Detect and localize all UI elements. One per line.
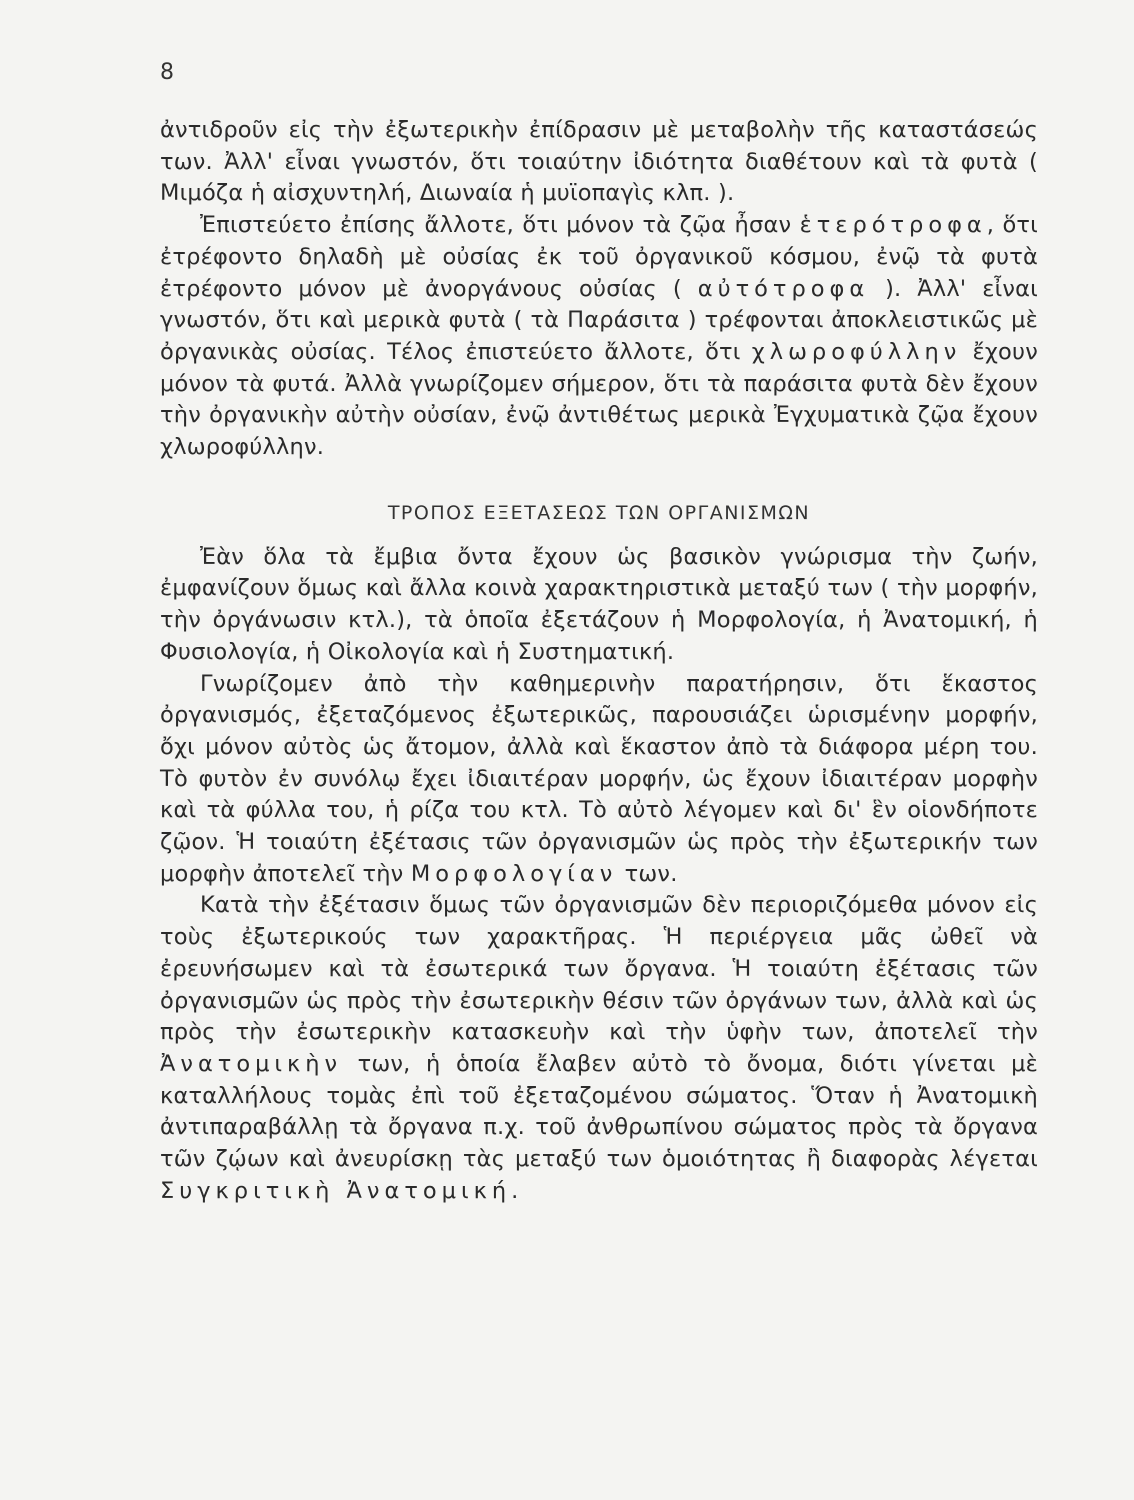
section-heading: ΤΡΟΠΟΣ ΕΞΕΤΑΣΕΩΣ ΤΩΝ ΟΡΓΑΝΙΣΜΩΝ — [387, 501, 811, 524]
text-segment: Κατὰ τὴν ἐξέτασιν ὅμως τῶν ὀργανισμῶν δὲν περιοριζόμεθα μόνον εἰς τοὺς ἐξωτερικούς των χαρακτῆρας. Ἡ περιέργεια μᾶς ὠθεῖ νὰ ἐρευνήσωμεν καὶ τὰ ἐσωτερικά των ὄργανα. Ἡ τοιαύτη ἐξέτασις τῶν ὀργανισμῶν ὡς πρὸς τὴν ἐσωτερικὴν θέσιν τῶν ὀργάνων των, ἀλλὰ καὶ ὡς πρὸς τὴν ἐσωτερικὴν κατασκευὴν καὶ τὴν ὑφὴν των, ἀποτελεῖ τὴν — [160, 892, 1038, 1046]
spaced-term: Μορφολογίαν — [410, 860, 618, 887]
text-segment: Γνωρίζομεν ἀπὸ τὴν καθημερινὴν παρατήρησιν, ὅτι ἕκαστος ὀργανισμός, ἐξεταζόμενος ἐξωτερικῶς, παρουσιάζει ὡρισμένην μορφήν, ὄχι μόνον αὐτὸς ὡς ἄτομον, ἀλλὰ καὶ ἕκαστον ἀπὸ τὰ διάφορα μέρη του. Τὸ φυτὸν ἐν συνόλῳ ἔχει ἰδιαιτέραν μορφήν, ὡς ἔχουν ἰδιαιτέραν μορφὴν καὶ τὰ φύλλα του, ἡ ρίζα του κτλ. Τὸ αὐτὸ λέγομεν καὶ δι' ἓν οἱονδήποτε ζῷον. Ἡ τοιαύτη ἐξέτασις τῶν ὀργανισμῶν ὡς πρὸς τὴν ἐξωτερικήν των μορφὴν ἀποτελεῖ τὴν — [160, 670, 1038, 887]
page-body — [160, 115, 1038, 1208]
text-segment: . — [511, 1177, 519, 1204]
text-segment: , ὅτι ἐτρέφοντο δηλαδὴ μὲ οὐσίας ἐκ τοῦ ὀργανικοῦ κόσμου, ἐνῷ τὰ φυτὰ ἐτρέφοντο μόνον μὲ ἀνοργάνους οὐσίας ( — [160, 212, 1038, 302]
spaced-term: ἑτερότροφα — [799, 212, 987, 239]
spaced-term: Συγκριτικὴ Ἀνατομική — [160, 1177, 512, 1204]
section-text — [160, 542, 1038, 1208]
text-segment: ). Ἀλλ' εἶναι γνωστόν, ὅτι καὶ μερικὰ φυτὰ ( τὰ Παράσιτα ) τρέφονται ἀποκλειστικῶς μὲ ὀργανικὰς οὐσίας. Τέλος ἐπιστεύετο ἄλλοτε, ὅτι — [160, 275, 1038, 365]
text-segment: των. — [617, 860, 678, 887]
spaced-term: χλωροφύλλην — [751, 338, 962, 365]
paragraph — [160, 542, 1038, 669]
spaced-term: αὐτότροφα — [697, 275, 870, 302]
page-number: 8 — [160, 60, 174, 85]
text-segment: ἔχουν μόνον τὰ φυτά. Ἀλλὰ γνωρίζομεν σήμερον, ὅτι τὰ παράσιτα φυτὰ δὲν ἔχουν τὴν ὀργανικὴν αὐτὴν οὐσίαν, ἐνῷ ἀντιθέτως μερικὰ Ἐγχυματικὰ ζῷα ἔχουν χλωροφύλλην. — [160, 338, 1038, 461]
text-segment: ἀντιδροῦν εἰς τὴν ἐξωτερικὴν ἐπίδρασιν μὲ μεταβολὴν τῆς καταστάσεώς των. Ἀλλ' εἶναι γνωστόν, ὅτι τοιαύτην ἰδιότητα διαθέτουν καὶ τὰ φυτὰ ( Μιμόζα ἡ αἰσχυντηλή, Διωναία ἡ μυϊοπαγὶς κλπ. ). — [160, 117, 1038, 207]
intro-text — [160, 115, 1038, 464]
paragraph-continued — [160, 115, 1038, 210]
text-segment: Ἐὰν ὅλα τὰ ἔμβια ὄντα ἔχουν ὡς βασικὸν γνώρισμα τὴν ζωήν, ἐμφανίζουν ὅμως καὶ ἄλλα κοινὰ χαρακτηριστικὰ μεταξύ των ( τὴν μορφήν, τὴν ὀργάνωσιν κτλ.), τὰ ὁποῖα ἐξετάζουν ἡ Μορφολογία, ἡ Ἀνατομική, ἡ Φυσιολογία, ἡ Οἰκολογία καὶ ἡ Συστηματική. — [160, 543, 1038, 665]
text-segment: Ἐπιστεύετο ἐπίσης ἄλλοτε, ὅτι μόνον τὰ ζῷα ἦσαν — [200, 212, 800, 239]
spaced-term: Ἀνατομικὴν — [160, 1050, 343, 1077]
paragraph — [160, 669, 1038, 891]
paragraph — [160, 210, 1038, 464]
text-segment: των, ἡ ὁποία ἔλαβεν αὐτὸ τὸ ὄνομα, διότι γίνεται μὲ καταλλήλους τομὰς ἐπὶ τοῦ ἐξεταζομένου σώματος. Ὅταν ἡ Ἀνατομικὴ ἀντιπαραβάλλῃ τὰ ὄργανα π.χ. τοῦ ἀνθρωπίνου σώματος πρὸς τὰ ὄργανα τῶν ζῴων καὶ ἀνευρίσκῃ τὰς μεταξύ των ὁμοιότητας ἢ διαφορὰς λέγεται — [160, 1050, 1038, 1173]
paragraph — [160, 890, 1038, 1207]
